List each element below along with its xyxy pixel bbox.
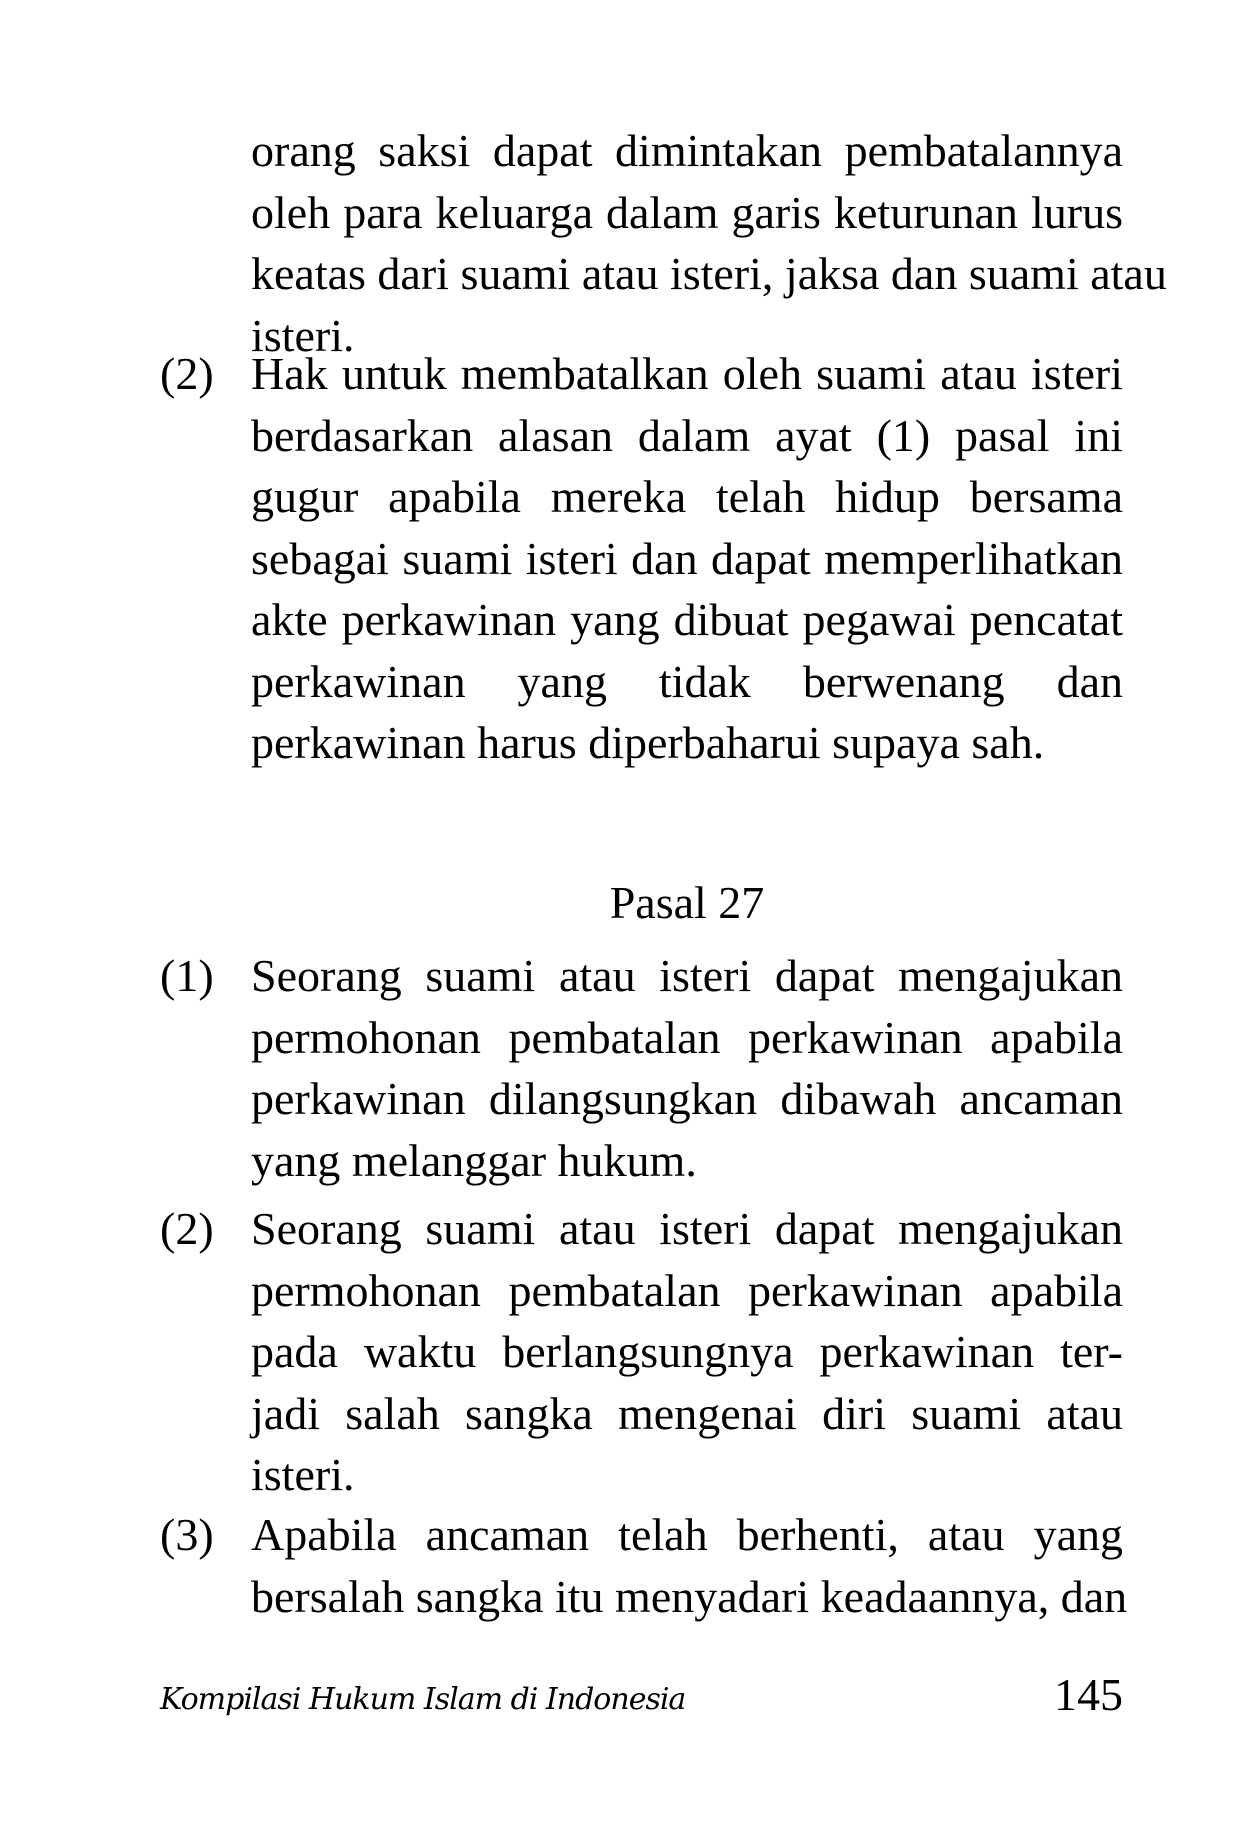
text-line: pada waktu berlangsungnya perkawinan ter- [251,1326,1123,1377]
pasal-heading: Pasal 27 [609,877,765,928]
text-line: permohonan pembatalan perkawinan apabila [251,1011,1123,1063]
text-line: Seorang suami atau isteri dapat mengajukan [251,1203,1123,1254]
ayat-number: (3) [160,1509,214,1560]
text-line: permohonan pembatalan perkawinan apabila [251,1264,1123,1316]
text-line: perkawinan harus diperbaharui supaya sah. [251,717,1045,768]
ayat-text [251,1504,1128,1627]
text-line: berdasarkan alasan dalam ayat (1) pasal ini [251,409,1123,461]
text-line: bersalah sangka itu menyadari keadaannya, dan [251,1570,1128,1622]
text-line: isteri. [251,1449,355,1500]
ayat-text [251,945,1123,1191]
intro-paragraph [251,120,1167,366]
text-line: Apabila ancaman telah berhenti, atau yang [251,1509,1123,1560]
ayat-text [251,343,1123,774]
ayat-number: (1) [160,950,214,1001]
text-line: Seorang suami atau isteri dapat mengajukan [251,950,1123,1001]
text-line: perkawinan dilangsungkan dibawah ancaman [251,1073,1123,1124]
page-number: 145 [1054,1669,1123,1720]
text-line: isteri. [251,309,355,361]
ayat-number: (2) [160,1203,214,1254]
text-line: jadi salah sangka mengenai diri suami atau [251,1387,1123,1439]
running-footer-title: Kompilasi Hukum Islam di Indonesia [160,1682,686,1717]
ayat-number: (2) [160,348,214,399]
text-line: yang melanggar hukum. [251,1134,697,1186]
text-line: akte perkawinan yang dibuat pegawai pencatat [251,594,1123,645]
text-line: perkawinan yang tidak berwenang dan [251,655,1123,707]
text-line: orang saksi dapat dimintakan pembatalannya [251,125,1123,176]
ayat-text [251,1198,1123,1506]
text-line: Hak untuk membatalkan oleh suami atau isteri [251,348,1123,399]
text-line: keatas dari suami atau isteri, jaksa dan suami atau [251,248,1167,299]
text-line: sebagai suami isteri dan dapat memperlihatkan [251,532,1123,584]
text-line: oleh para keluarga dalam garis keturunan lurus [251,186,1123,238]
text-line: gugur apabila mereka telah hidup bersama [251,471,1123,522]
